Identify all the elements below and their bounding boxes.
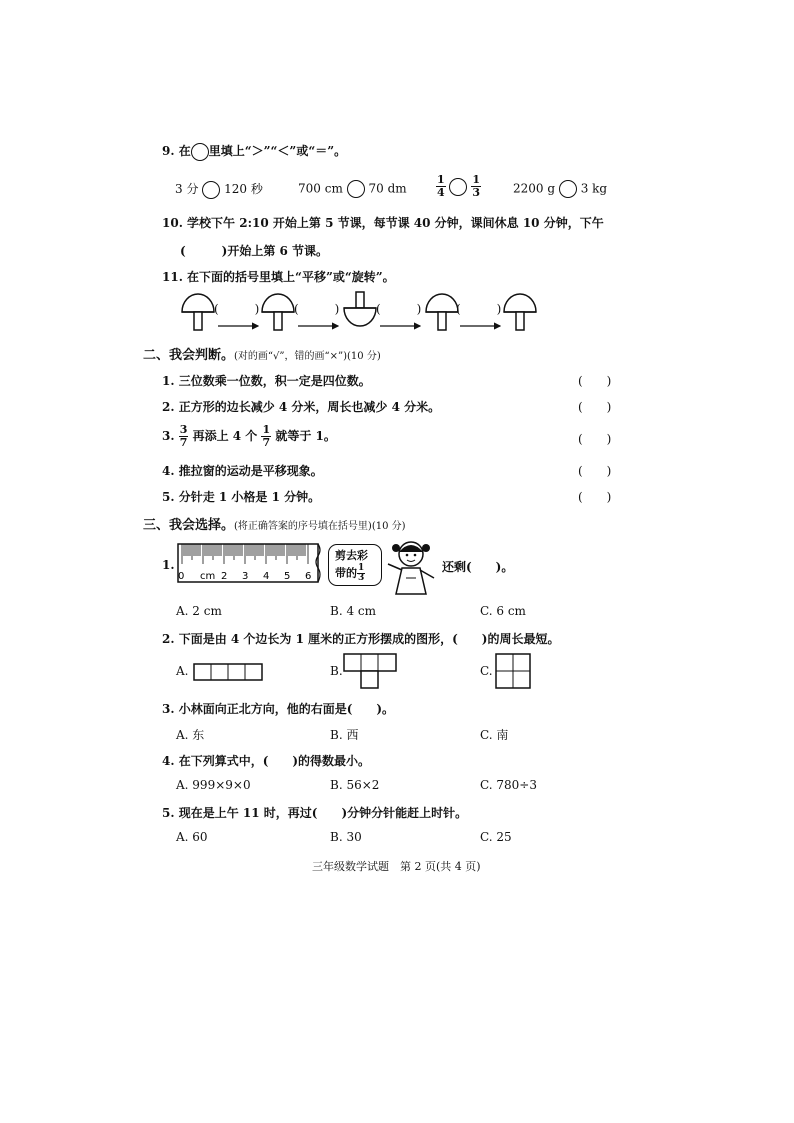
q11-stem: 11. 在下面的括号里填上“平移”或“旋转”。 — [162, 270, 395, 284]
q9-item-3: $\frac{1}{4}$ $\frac{1}{3}$ — [437, 173, 480, 199]
racket-shape-1 — [182, 294, 214, 330]
q3-option-c[interactable]: C. 南 — [480, 728, 509, 742]
q3-option-a[interactable]: A. 东 — [176, 728, 205, 742]
racket-shape-4 — [426, 294, 458, 330]
q5-option-b[interactable]: B. 30 — [330, 830, 362, 844]
q2-option-a[interactable]: A. — [176, 664, 189, 678]
blank-circle[interactable] — [449, 178, 467, 196]
judge-paren-5[interactable]: ( ) — [578, 490, 612, 504]
choice-q1-tail[interactable]: 还剩( )。 — [442, 560, 514, 574]
q5-option-a[interactable]: A. 60 — [176, 830, 208, 844]
q4-option-c[interactable]: C. 780÷3 — [480, 778, 537, 792]
speech-bubble: 剪去彩 带的 $\frac{1}{3}$ — [328, 544, 382, 586]
blank-circle[interactable] — [559, 180, 577, 198]
q9-item-4: 2200 g 3 kg — [513, 180, 607, 198]
q2-shape-c — [494, 652, 534, 692]
blank-circle[interactable] — [191, 143, 209, 161]
judge-paren-1[interactable]: ( ) — [578, 374, 612, 388]
q1-option-c[interactable]: C. 6 cm — [480, 604, 526, 618]
judge-item-2: 2. 正方形的边长减少 4 分米，周长也减少 4 分米。 — [162, 400, 441, 414]
ruler-figure — [174, 542, 324, 586]
choice-q4-stem: 4. 在下列算式中，( )的得数最小。 — [162, 754, 371, 768]
page-footer: 三年级数学试题 第 2 页(共 4 页) — [312, 860, 481, 873]
judge-paren-2[interactable]: ( ) — [578, 400, 612, 414]
q11-blank-2[interactable]: ( ) — [294, 302, 340, 316]
judge-item-1: 1. 三位数乘一位数，积一定是四位数。 — [162, 374, 371, 388]
ruler-label-0: 0 — [178, 571, 185, 582]
choice-q5-stem: 5. 现在是上午 11 时，再过( )分钟分针能赶上时针。 — [162, 806, 468, 820]
judge-paren-4[interactable]: ( ) — [578, 464, 612, 478]
ruler-label-6: 6 — [305, 571, 312, 582]
choice-q1-num: 1. — [162, 558, 175, 572]
ruler-label-cm: cm — [200, 571, 216, 582]
section-2-title: 二、我会判断。(对的画“√”，错的画“×”)(10 分) — [143, 348, 381, 363]
racket-shape-5 — [504, 294, 536, 330]
q11-blank-1[interactable]: ( ) — [214, 302, 260, 316]
section-3-title: 三、我会选择。(将正确答案的序号填在括号里)(10 分) — [143, 518, 406, 533]
q10-line2[interactable]: ( )开始上第 6 节课。 — [180, 244, 329, 258]
judge-item-4: 4. 推拉窗的运动是平移现象。 — [162, 464, 323, 478]
racket-shape-3-rotated — [344, 292, 376, 326]
q11-blank-4[interactable]: ( ) — [456, 302, 502, 316]
q11-blank-3[interactable]: ( ) — [376, 302, 422, 316]
choice-q2-stem: 2. 下面是由 4 个边长为 1 厘米的正方形摆成的图形，( )的周长最短。 — [162, 632, 560, 646]
q9-item-2: 700 cm 70 dm — [298, 180, 407, 198]
q9-stem: 9. 在 里填上“＞”“＜”或“＝”。 — [162, 142, 346, 161]
q2-option-c[interactable]: C. — [480, 664, 493, 678]
ruler-label-2: 2 — [221, 571, 228, 582]
q2-shape-a — [192, 662, 268, 682]
blank-circle[interactable] — [202, 181, 220, 199]
judge-item-5: 5. 分针走 1 小格是 1 分钟。 — [162, 490, 321, 504]
q9-item-1: 3 分 120 秒 — [175, 180, 263, 199]
ruler-label-3: 3 — [242, 571, 249, 582]
girl-illustration — [382, 538, 440, 596]
q2-shape-b — [342, 652, 400, 692]
judge-item-3: 3. $\frac{3}{7}$ 再添上 4 个 $\frac{1}{7}$ 就等于 1。 — [162, 423, 336, 449]
ruler-label-5: 5 — [284, 571, 291, 582]
blank-circle[interactable] — [347, 180, 365, 198]
q5-option-c[interactable]: C. 25 — [480, 830, 512, 844]
q2-option-b[interactable]: B. — [330, 664, 343, 678]
q4-option-a[interactable]: A. 999×9×0 — [176, 778, 251, 792]
racket-shape-2 — [262, 294, 294, 330]
q4-option-b[interactable]: B. 56×2 — [330, 778, 380, 792]
choice-q3-stem: 3. 小林面向正北方向，他的右面是( )。 — [162, 702, 395, 716]
ruler-label-4: 4 — [263, 571, 270, 582]
q10-line1: 10. 学校下午 2:10 开始上第 5 节课，每节课 40 分钟，课间休息 10 分钟，下午 — [162, 216, 604, 230]
q1-option-b[interactable]: B. 4 cm — [330, 604, 376, 618]
judge-paren-3[interactable]: ( ) — [578, 432, 612, 446]
q3-option-b[interactable]: B. 西 — [330, 728, 359, 742]
q1-option-a[interactable]: A. 2 cm — [176, 604, 222, 618]
